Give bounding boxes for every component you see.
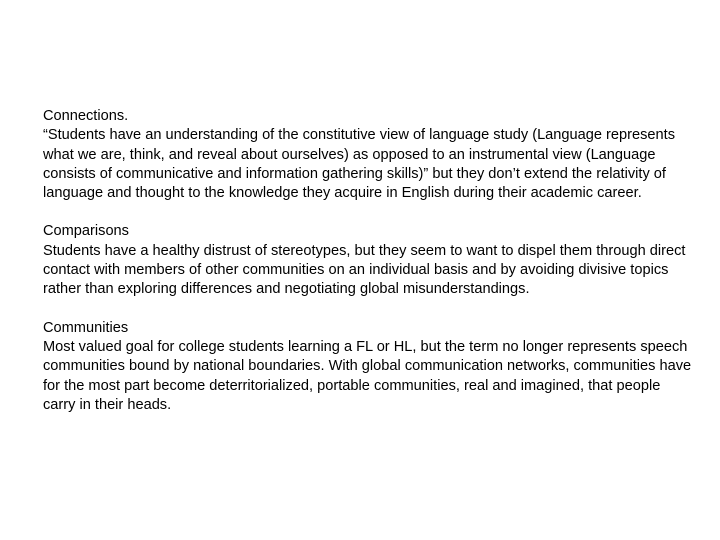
section-comparisons	[43, 222, 693, 299]
section-body: Students have a healthy distrust of stereotypes, but they seem to want to dispel them through direct contact with members of other communities on an individual basis and by avoiding divisive topics rather than exploring differences and negotiating global misunderstandings.	[43, 242, 686, 298]
section-communities	[43, 319, 693, 415]
section-body: “Students have an understanding of the constitutive view of language study (Language represents what we are, think, and reveal about ourselves) as opposed to an instrumental view (Language consists of communicative and information gathering skills)” but they don’t extend the relativity of language and thought to the knowledge they acquire in English during their academic career.	[43, 127, 676, 202]
section-heading: Communities	[43, 319, 129, 336]
section-body: Most valued goal for college students learning a FL or HL, but the term no longer represents speech communities bound by national boundaries. With global communication networks, communities have for the most part become deterritorialized, portable communities, real and imagined, that people carry in their heads.	[43, 338, 692, 413]
section-connections	[43, 107, 693, 203]
section-heading: Comparisons	[43, 223, 129, 240]
slide-content	[43, 107, 693, 415]
section-heading: Connections.	[43, 108, 129, 124]
